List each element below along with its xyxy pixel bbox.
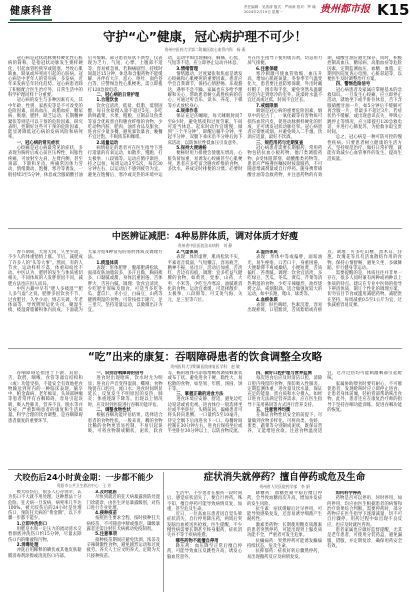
paragraph: 表现：形体肥胖，腹部肥满松软，面部皮肤油脂较多，多汗且黏，胸闷痰多，口黏腻或甜，身体沉重困倦，舌体胖大、舌苔白腻。调理：饮食宜清淡，少吃肥甘厚味及甜食，可适当多吃冬瓜、薏苡仁、赤小豆、白扁豆、山药等健脾利湿的食物。可常按揉丰隆穴、足三里穴。坚持适量运动，以微微出汗为宜。 bbox=[87, 265, 163, 314]
paragraph: 每次进食后应及时清洁口腔，清除口腔内残留的食物，预防吸入性肺炎。定期监测体重、进食量及饮水量，保证充足的能量、蛋白质和水分摄入。如经口进食无法满足营养需求，应在医生指导下采用鼻饲等方式进行营养支持。 bbox=[247, 376, 323, 408]
subheading: 2.消毒处理 bbox=[16, 542, 39, 548]
paragraph: 饮食宜清淡、低盐、低脂、低胆固醇，每日食盐摄入量不超过5克。多吃新鲜蔬菜、水果、粗粮、豆制品及鱼类等富含优质蛋白和膳食纤维的食物，少吃动物内脏、肥肉、油炸食品及甜食。进食应少量多餐，避免暴饮暴食，晚餐不宜过饱。不喝浓茶和咖啡。 bbox=[87, 103, 163, 141]
paragraph: 情绪激动、过度紧张和焦虑是诱发心绞痛和心肌梗死的重要因素。患者应学会自我调节，保持心情舒畅、乐观豁达，遇事不急不躁。家属也应多给予理解和关心，帮助患者树立战胜疾病的信心。可通过听音乐、读书、养花、下棋等方式放松身心。 bbox=[167, 71, 243, 109]
paragraph: 在保证食物性状安全的前提下，尽量做到食物多样化。可将肉类、鱼虾、蛋类、蔬菜等分别制成泥状，既保证营养，又能增进食欲。注意食物温度适宜，过冷过热均可能刺激咽部引起呛咳。 bbox=[247, 371, 402, 435]
paragraph: 寒冷刺激可使血管收缩、血压升高，增加心肌耗氧量。冬春季节气温变化大，患者要注意防寒保暖，外出时戴好帽子、围巾和手套，避免突然从温暖的室内走到寒冷的室外。洗澡时水温不宜过高或过低，时间不宜过长。 bbox=[247, 71, 323, 104]
paragraph: 用肥皂水和一定压力的流动清水交替彻底冲洗伤口约15分钟，尽量去除伤口内的唾液和污物。 bbox=[8, 527, 82, 543]
paragraph: 冲洗后用稀释的碘伏或其他皮肤黏膜消毒剂涂擦或清洗伤口内部。 bbox=[8, 548, 82, 559]
paragraph: 接种疫苗期间应避免饮酒、浓茶及辛辣刺激性食物，避免剧烈运动和过度疲劳。养犬人士应文明养犬，定期为犬只接种疫苗。 bbox=[86, 537, 160, 559]
article-body bbox=[167, 491, 402, 592]
paragraph: 被犬咬伤后，很多人心存侥幸，认为伤口不大就不用处理，这种想法十分危险。狂犬病一旦发病，病死率几乎达100%。被犬咬伤后的24小时是处理伤口、预防狂犬病的“黄金期”，以下步骤一步都不能少。 bbox=[8, 490, 82, 522]
subheading: 5.注意事项 bbox=[95, 532, 117, 538]
subheading: 4.接种疫苗 bbox=[95, 511, 117, 517]
editor-credits: 责任编辑：吴善涛 版式：严雨涛 校对：罗 瑜 bbox=[244, 5, 316, 9]
paragraph: 根据吞咽功能评估结果，选择适合患者的食物性状。一般来说，稠的食物比稀的食物更容易控制，不易引起误吸。可将食物制成糊状、泥状、软食等，稀的液体可添加增稠剂调成蜂蜜状或布丁状。避免进食干硬、黏性大、易松散的食物，如坚果、年糕、汤圆、饼干等。 bbox=[87, 371, 243, 435]
subheading: 一、冠心病的常见症状 bbox=[16, 140, 60, 146]
paragraph: 近日，一位高血压患者因自觉头晕症状消失，自行停用降压药，两周后突发脑出血被送医抢救。医生提醒，不少慢性病需要长期甚至终身服药，症状消失并不等于疾病痊愈。 bbox=[167, 512, 242, 539]
paragraph: 表现：肤色晦暗，色素沉着，容易出现瘀斑，口唇黯淡，舌质紫暗或有瘀点。调理：可多吃山楂、黑木耳、洋葱、玫瑰花等具有活血散结作用的食物。保持心情舒畅，避免久坐，多做舞蹈、步行健身等运动。 bbox=[247, 250, 402, 314]
paragraph: 进食时出现呛咳，饮水时尤为明显；进食后声音变得湿润、嘶哑；食物残留在口腔内，流口水；进食时间明显延长；反复发生不明原因的发热、肺炎；体重逐渐下降等。出现以上情况时，应及时到医院进行吞咽功能评估。 bbox=[87, 376, 163, 408]
subheading: 2.适量运动 bbox=[96, 140, 119, 146]
paragraph: 保证充足的睡眠，每天睡眠时间7至8小时，避免熬夜和过度劳累。午间可适当休息。起床时动作宜缓慢，做到“三个半分钟”，即醒后躺半分钟、坐起半分钟、双腿下垂床沿半分钟后再下床活动，以防体位性低血压引发意外。 bbox=[167, 114, 243, 146]
paragraph: 生活中，不少患者在服药一段时间后，感觉症状消失了，便自行停药。殊不知，擅自停药可能导致病情反复、加重，甚至危及生命。 bbox=[167, 491, 242, 512]
subheading: 四、警惕危险信号 bbox=[335, 82, 371, 88]
issue-date: 2024年2月19日 星期一 bbox=[244, 10, 283, 14]
subheading: 1.合理饮食 bbox=[96, 98, 119, 104]
subheading: 1.痰湿体质 bbox=[96, 260, 119, 266]
section-accent-bar bbox=[10, 19, 52, 21]
subheading: 6.注意保暖 bbox=[255, 66, 278, 72]
article-body bbox=[8, 250, 402, 345]
article-byline: 贵州中医药大学第二附属医院心血管内科 杨 燕 bbox=[164, 47, 246, 52]
paragraph: 冠心病患者需要长期服药，常用药物包括抗血小板药物、他汀类调脂药物、β受体阻滞剂、硝酸酯类药物等。患者应严格遵医嘱按时按量服药，不可随意增减剂量或自行停药。随身携带硝酸甘油等急救药物，并注意药物的有效期，硝酸甘油应避光保存。同时，积极控制高血压、糖尿病、高脂血症等危险因素，定期监测血压、血糖、血脂，定期到医院复查心电图、心脏彩超等，以便医生及时调整治疗方案。 bbox=[247, 56, 402, 178]
paragraph: 抗生素：症状缓解后过早停用，可能导致感染复发，还容易诱导细菌产生耐药性。 bbox=[247, 506, 322, 523]
article-dysphagia-diet bbox=[8, 351, 402, 467]
paragraph: 尽快到就近的狂犬病暴露预防处置门诊就诊，由医生评估暴露级别，对伤口进行专业处理。 bbox=[86, 495, 160, 511]
paragraph: 总之，冠心病是一种可防可控的慢性疾病。只要患者树立健康的生活方式，坚持规范治疗，做好日常护理，就能有效减少心血管事件的发生，提高生活质量。 bbox=[327, 135, 402, 162]
paragraph: 中医古籍中早有“肥人多痰湿”“肥人多气虚”之说。肥胖多因饮食不节、过食肥甘、久坐少动、情志失调、年老体弱等，导致脾胃运化失司，聚湿生痰，痰湿膏脂蓄积体内而成。下面就为大家介绍4种常见的易胖体质及调理方法。 bbox=[8, 250, 163, 314]
subheading: 四、做好口腔护理与营养监测 bbox=[255, 371, 312, 376]
subheading: 二、冠心病的日常护理 bbox=[96, 93, 140, 99]
article-title: 中医辨证减肥：4种易胖体质，调对体质才好瘦 bbox=[111, 232, 299, 242]
subheading: 3.情绪管理 bbox=[176, 66, 198, 72]
subheading: 五、注意营养均衡 bbox=[255, 408, 291, 414]
article-byline: 贵州医科大学附属医院康复医学科 赵 敏 bbox=[170, 364, 240, 369]
article-byline: 贵州省人民医院药学部 李 娟 bbox=[259, 484, 310, 489]
subheading: 三、掌握正确的进食方法 bbox=[176, 392, 224, 398]
paragraph: 进食环境应安静、舒适，避免边吃边说话或看电视。进食体位一般选择坐位或半坐卧位，头稍前屈，偏瘫患者可将头转向患侧。一口量约5至10毫升，待完全咽下后再进食下一口。每餐时间控制在30分钟左右。进食后保持坐位或半坐卧位30分钟以上，以防食物反流。 bbox=[167, 397, 243, 435]
paragraph: 表现：形体中等或偏胖，面垢油光，易生痤疮，口苦口干，身重困倦，大便黏滞不爽或燥结，小便短黄，舌质偏红、苔黄腻。调理：饮食宜清淡，多吃绿豆、苦瓜、冬瓜、黄瓜、芹菜等清热利湿的食物，少吃辛辣燥烈、油炸烧烤之品，戒烟限酒。适合做强度较大的运动，如中长跑、爬山、球类等。 bbox=[247, 255, 323, 298]
subheading: 4.规律作息 bbox=[176, 108, 198, 114]
section-divider bbox=[8, 228, 402, 229]
subheading: 3.及时就医 bbox=[95, 490, 117, 495]
article-dog-bite bbox=[8, 472, 160, 592]
paragraph: 药物是否可以停用、何时停用、如何停用，均应由医生根据患者的病情和治疗效果综合判断。需要停药时，部分药物应在医生指导下逐渐减量，切不可自行骤停。用药过程中如出现不良反应，也应及时就医咨询。 bbox=[327, 496, 402, 528]
subheading: 5.保持大便通畅 bbox=[176, 146, 207, 152]
paragraph: 便秘时用力排便会使腹压增高、心脏负荷加重，易诱发心绞痛甚至心肌梗死。患者应多吃富含膳食纤维的食物，多饮水，养成定时排便的习惯。必要时可在医生指导下使用缓泻剂，切忌用力屏气排便。 bbox=[167, 56, 323, 173]
paragraph: 家属协助喂食时要有耐心，不可催促患者，发现呛咳时应立即停止进食，让患者身体前倾，轻拍背部帮助咳出食物。此外，患者还应在康复治疗师的指导下坚持吞咽功能训练，促进吞咽功能的恢复。 bbox=[327, 381, 402, 414]
paragraph: 冠心病的发生与多种因素有关，其中年龄、性别、家族史等是不可改变的危险因素，而高血压、高脂血症、糖尿病、吸烟、肥胖、缺乏运动、长期精神紧张等则是可以干预的危险因素。研究表明，控制好这些可干预的危险因素，能显著降低冠心病的发病风险和病死率。 bbox=[8, 98, 83, 141]
editor-info bbox=[244, 5, 316, 15]
paragraph: 抗抑郁药：症状好转后骤然停药，易出现撤药反应及病情复发。 bbox=[247, 549, 322, 560]
paragraph: 激素类药物：长期使用糖皮质激素的患者突然停药，可能出现肾上腺皮质功能不全，严重者可发生危象。 bbox=[247, 522, 322, 539]
subheading: 1.立即冲洗伤口 bbox=[16, 521, 47, 527]
article-title: 犬咬伤后24小时黄金期：一步都不能少 bbox=[14, 473, 154, 482]
paragraph: 吸烟是冠心病的重要危险因素，烟草中的尼古丁、一氧化碳等有害物质可损伤血管内皮，促进动脉粥样硬化的形成，还可诱发冠状动脉痉挛。冠心病患者应彻底戒烟，并避免吸入二手烟。饮酒应适量，最好不饮酒。 bbox=[247, 108, 323, 141]
header-rule bbox=[8, 22, 402, 23]
page-number: K15 bbox=[377, 1, 410, 19]
paragraph: 抗癫痫药：突然停药可能诱发癫痫持续状态，危及生命。 bbox=[247, 538, 322, 549]
paragraph: 心绞痛是冠心病最常见的症状，多表现为胸骨后或心前区压榨性、闷胀性疼痛，可放射至左肩、左臂内侧，甚至颈部、下颌和牙齿。疼痛常因体力劳动、情绪激动、饱餐、寒冷等诱发，一般持续3至5分钟，休息或含服硝酸甘油后可缓解。部分患者症状不典型，仅表现为乏力、气短、心悸、上腹部不适等，容易被忽视。若胸痛剧烈、持续时间超过15分钟，休息和含服药物不能缓解，并伴有大汗、恶心、呕吐、面色苍白等，应警惕急性心肌梗死，需立即拨打120急救电话。 bbox=[8, 56, 163, 178]
paragraph: 需要提醒的是，体质往往并非单一存在，很多人同时兼有两种或两种以上体质的特点。建议在专业中医师的指导下辨清体质，制订个性化的调理方案，切勿盲目节食或滥用减肥药物。减肥贵在坚持，每周减重0.5至1公斤为宜，过快减重容易反弹。 bbox=[327, 271, 402, 308]
paragraph: 按照医生要求全程、按时接种狂犬病疫苗，不可随意中断或推迟。Ⅲ级暴露者还需注射狂犬病被动免疫制剂。 bbox=[86, 516, 160, 533]
paragraph: 病情稳定的患者可在医生指导下进行适量的有氧运动，如散步、慢跑、打太极拳、八段锦等。运动应循序渐进、持之以恒，每周运动3至5次，每次30分钟左右，以运动后不感到疲劳为宜。避免在饱餐后、寒冷或炎热的环境中运动，运动中如出现胸闷、胸痛、心慌、气短等不适，应立即停止运动并休息。 bbox=[87, 56, 243, 178]
section-title: 健康科普 bbox=[10, 6, 53, 17]
article-body bbox=[8, 490, 160, 592]
article-title: “吃”出来的康复：吞咽障碍患者的饮食调整全攻略 bbox=[87, 351, 323, 363]
paragraph: 表现：体形虚胖，肌肉松软不实，平素语音低弱，气短懒言，容易疲乏，精神不振，易出汗，活动后加重，舌淡红、舌边有齿痕。调理：宜多吃益气健脾的食物，如黄芪、党参、山药、大枣、小米等，少吃生冷寒凉、油腻难消化的食物。运动宜柔缓，可选择散步、太极拳、八段锦等。可艾灸气海、关元、足三里等穴位。 bbox=[167, 255, 243, 303]
article-title: 症状消失就停药？擅自停药或危及生命 bbox=[203, 472, 366, 483]
article-byline: 贵阳市公共卫生救治中心 王 芳 bbox=[56, 483, 112, 488]
article-body bbox=[8, 56, 402, 224]
article-tcm-weight-loss bbox=[8, 231, 402, 345]
subheading: 哪些药物不能擅自停用 bbox=[175, 538, 219, 544]
paragraph: 冠心病患者及家属应掌握基本的急救知识。一旦发生心绞痛，应立即停止活动，就地坐下或半卧位休息，舌下含服硝酸甘油一片，如5分钟后不缓解可再含服一片，但最多不超过3片。若症状仍不缓解，或出现意识丧失、呼吸心跳停止等情况，应立即拨打120急救电话，并进行心肺复苏，为抢救争取宝贵时间。 bbox=[327, 87, 402, 136]
subheading: 三、规范用药与定期复查 bbox=[255, 140, 304, 146]
paragraph: 春节期间，大鱼大肉、久坐少动，不少人的体重悄悄上涨。节后，减肥成了许多人的“头等大事”。然而，有的人节食、运动样样不落，体重却纹丝不动。中医认为，肥胖的发生与体质密切相关，不同体质的人发胖原因不同，减肥方法也应因人而异。 bbox=[8, 250, 83, 287]
subheading: 一、识别吞咽障碍的信号 bbox=[96, 371, 144, 376]
column-divider bbox=[163, 472, 164, 592]
article-byline: 贵州省中医医院治未病科 刘 静 bbox=[177, 243, 233, 248]
section-divider bbox=[8, 469, 402, 470]
subheading: 二、调整食物性状 bbox=[96, 408, 131, 414]
article-stopping-medication bbox=[167, 472, 402, 592]
article-title: 守护“心”健康，冠心病护理不可少！ bbox=[103, 29, 307, 44]
paragraph: 降糖药：血糖控制平稳后擅自停药，会导致血糖再次升高，增加并发症的发生风险。 bbox=[247, 491, 322, 507]
subheading: 3.湿热体质 bbox=[255, 250, 278, 255]
subheading: 如何科学停药 bbox=[335, 491, 362, 496]
article-coronary-care bbox=[8, 28, 402, 225]
paragraph: 降压药：血压降至正常后擅自停药，可能导致血压反跳性升高，诱发心脑血管意外。 bbox=[167, 543, 242, 560]
newspaper-logo: 贵州都市报 bbox=[320, 4, 370, 15]
paragraph: 患者家属也应做好监督提醒，尤其是老年患者，可使用分装药盒，避免漏服、错服，并定期复诊，确保用药安全有效。 bbox=[327, 528, 402, 549]
subheading: 2.气虚体质 bbox=[176, 250, 198, 255]
paragraph: 吞咽障碍是指由于下颌、双唇、舌、软腭、咽喉、食管等器官结构和（或）功能受损，不能安全有效地把食物输送到胃内的一种临床表现。脑卒中、帕金森病、老年痴呆、头颈部肿瘤等患者常伴有吞咽障碍，容易引起误吸、吸入性肺炎、营养不良、脱水等并发症，严重影响患者的康复和生活质量。科学合理的饮食调整，是吞咽障碍患者康复的重要环节。 bbox=[8, 371, 83, 424]
paragraph: 冠心病是冠状动脉粥样硬化性心脏病的简称，是指冠状动脉发生粥样硬化，引起血管腔狭窄或阻塞，导致心肌缺血、缺氧或坏死而引起的心脏病。冠心病是中老年人的常见病、多发病，近年来发病呈年轻化趋势。冠心病患者除了积极配合医生治疗外，日常生活中的科学护理同样十分重要。 bbox=[8, 56, 83, 99]
subheading: 4.血瘀体质 bbox=[255, 297, 278, 303]
subheading: 7.戒烟限酒 bbox=[255, 103, 278, 109]
section-divider bbox=[8, 348, 402, 349]
article-body bbox=[8, 371, 402, 466]
